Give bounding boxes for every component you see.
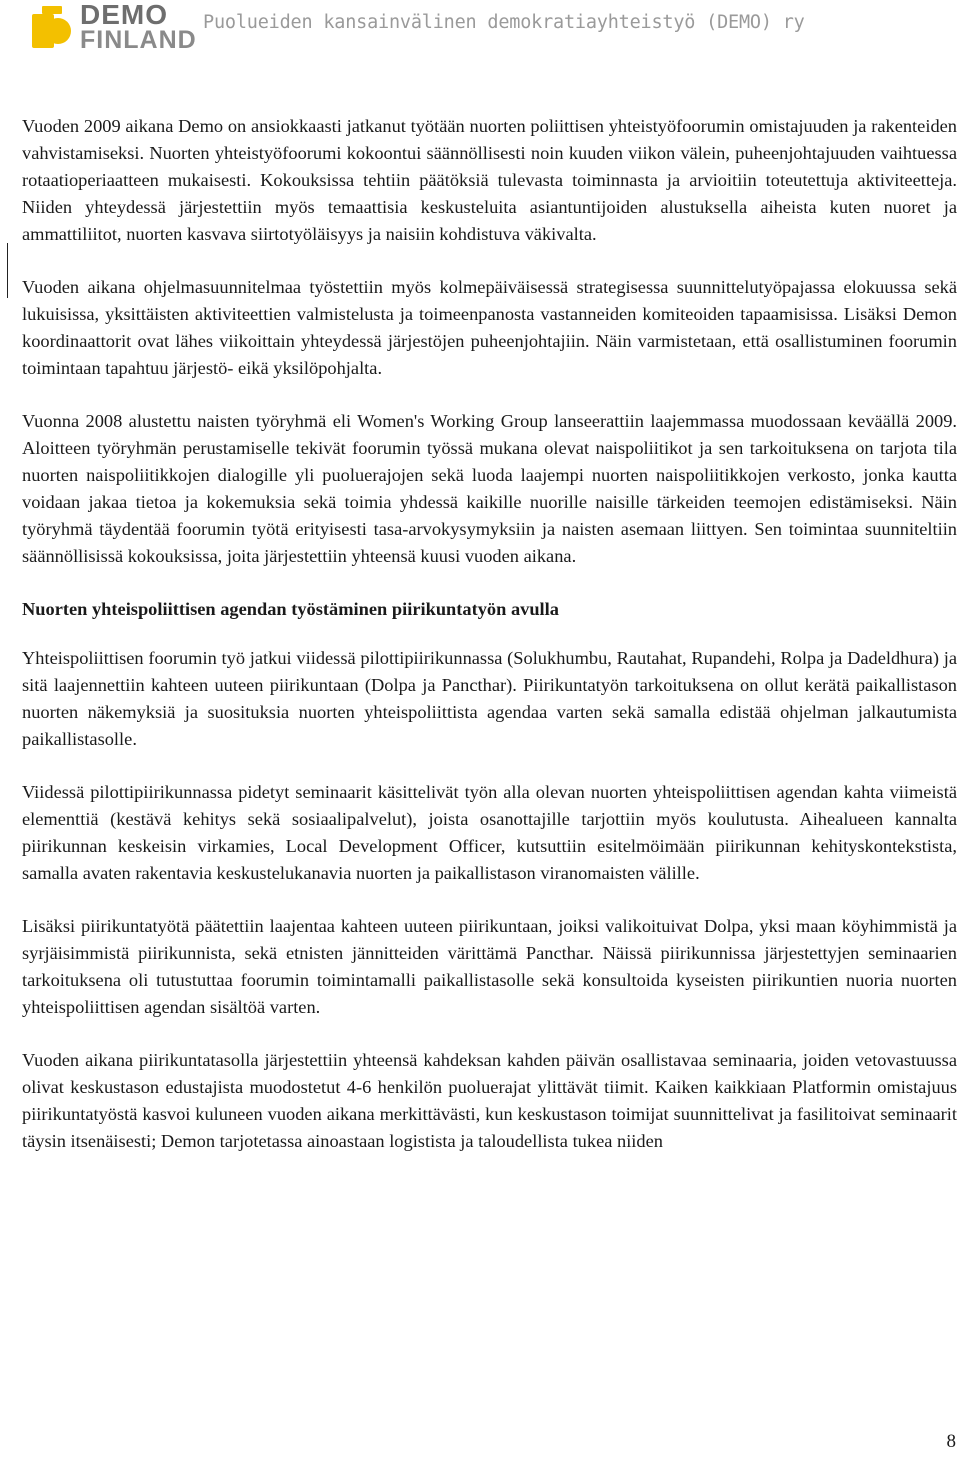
page-number: 8 — [946, 1431, 956, 1452]
paragraph-4: Yhteispoliittisen foorumin työ jatkui viidessä pilottipiirikunnassa (Solukhumbu, Rautahat, Rupandehi, Rolpa ja Dadeldhura) ja sitä laajennettiin kahteen uuteen piirikuntaan (Dolpa ja Pancthar). Piirikuntatyön tarkoituksena on ollut kerätä paikallistason nuorten näkemyksiä ja suosituksia nuorten yhteispoliittista agendaa varten sekä samalla edistää ohjelman jalkautumista paikallistasolle. — [22, 648, 957, 749]
header-title: Puolueiden kansainvälinen demokratiayhteistyö (DEMO) ry — [203, 12, 805, 33]
demo-finland-logo — [28, 0, 197, 54]
paragraph-3: Vuonna 2008 alustettu naisten työryhmä eli Women's Working Group lanseerattiin laajemmassa muodossaan keväällä 2009. Aloitteen työryhmän perustamiselle tekivät foorumin työssä mukana olevat naispoliitikot ja sen tarkoituksena on tarjota tila nuorten naispoliitikkojen dialogille yli puoluerajojen sekä luoda laajempi nuorten naispoliitikkojen verkosto, jonka kautta voidaan jakaa tietoa ja kokemuksia sekä toimia yhdessä kaikille nuorille naisille tärkeiden teemojen edistämiseksi. Näin työryhmä täydentää foorumin työtä erityisesti tasa-arvokysymyksiin ja naisten asemaan liittyen. Sen toimintaa suunniteltiin säännöllisissä kokouksissa, joita järjestettiin yhteensä kuusi vuoden aikana. — [22, 411, 957, 566]
paragraph-6: Lisäksi piirikuntatyötä päätettiin laajentaa kahteen uuteen piirikuntaan, joiksi valikoituivat Dolpa, yksi maan köyhimmistä ja syrjäisimmistä piirikunnista, sekä etnisten jännitteiden värittämä Pancthar. Näissä piirikunnissa järjestettyjen seminaarien tarkoituksena oli tutustuttaa foorumin toimintamalli paikallistasolle sekä konsultoida kyseisten piirikuntien nuoria nuorten yhteispoliittisen agendan sisältöä varten. — [22, 916, 957, 1017]
logo-mark-icon — [28, 4, 72, 52]
logo-text-demo: DEMO — [80, 0, 168, 30]
paragraph-1-part-a: Vuoden 2009 aikana Demo on ansiokkaasti jatkanut työtään nuorten poliittisen yhteistyöfoorumin omistajuuden ja rakenteiden vahvistamiseksi. Nuorten yhteistyöfoorumi kokoontui säännöllisesti noin kuuden viikon välein, puheenjohtajuuden vaihtuessa rotaatioperiaatteen mukaisesti. Kokouksissa tehtiin päätöksiä tulevasta toiminnasta ja arvioitiin toteutettuja aktiviteetteja. — [22, 116, 957, 190]
revision-change-bar — [7, 243, 8, 298]
document-body — [22, 113, 957, 1181]
page-header — [28, 0, 948, 56]
paragraph-5: Viidessä pilottipiirikunnassa pidetyt seminaarit käsittelivät työn alla olevan nuorten yhteispoliittisen agendan kahta viimeistä elementtiä (kestävä kehitys sekä sosiaalipalvelut), joista osanottajille tarjottiin myös koulutusta. Aihealueen kannalta piirikunnan keskeisin virkamies, Local Development Officer, kutsuttiin esitelmöimään piirikunnan kehityskontekstista, samalla avaten rakentavia keskustelukanavia nuorten ja paikallistason viranomaisten välille. — [22, 782, 957, 883]
logo-text-finland: FINLAND — [80, 26, 197, 54]
paragraph-1-part-b: Niiden yhteydessä järjestettiin myös temaattisia keskusteluita asiantuntijoiden alustuksella aiheista kuten nuoret ja ammattiliitot, nuorten kasvava siirtotyöläisyys ja naisiin kohdistuva väkivalta. — [22, 197, 957, 244]
paragraph-7: Vuoden aikana piirikuntatasolla järjestettiin yhteensä kahdeksan kahden päivän osallistavaa seminaaria, joiden vetovastuussa olivat keskustason edustajista muodostetut 4-6 henkilön puoluerajat ylittävät tiimit. Kaiken kaikkiaan Platformin omistajuus piirikuntatyöstä kasvoi kuluneen vuoden aikana merkittävästi, kun keskustason toimijat suunnittelivat ja fasilitoivat seminaarit täysin itsenäisesti; Demon tarjotetassa ainoastaan logistista ja taloudellista tukea niiden — [22, 1050, 957, 1151]
paragraph-2: Vuoden aikana ohjelmasuunnitelmaa työstettiin myös kolmepäiväisessä strategisessa suunnittelutyöpajassa elokuussa sekä lukuisissa, yksittäisten aktiviteettien valmistelusta ja toimeenpanosta vastanneiden komiteoiden tapaamisissa. Lisäksi Demon koordinaattorit ovat lähes viikoittain yhteydessä järjestöjen puheenjohtajiin. Näin varmistetaan, että osallistuminen foorumin toimintaan tapahtuu järjestö- eikä yksilöpohjalta. — [22, 277, 957, 378]
section-heading: Nuorten yhteispoliittisen agendan työstäminen piirikuntatyön avulla — [22, 599, 559, 619]
paragraph-1 — [22, 113, 957, 248]
